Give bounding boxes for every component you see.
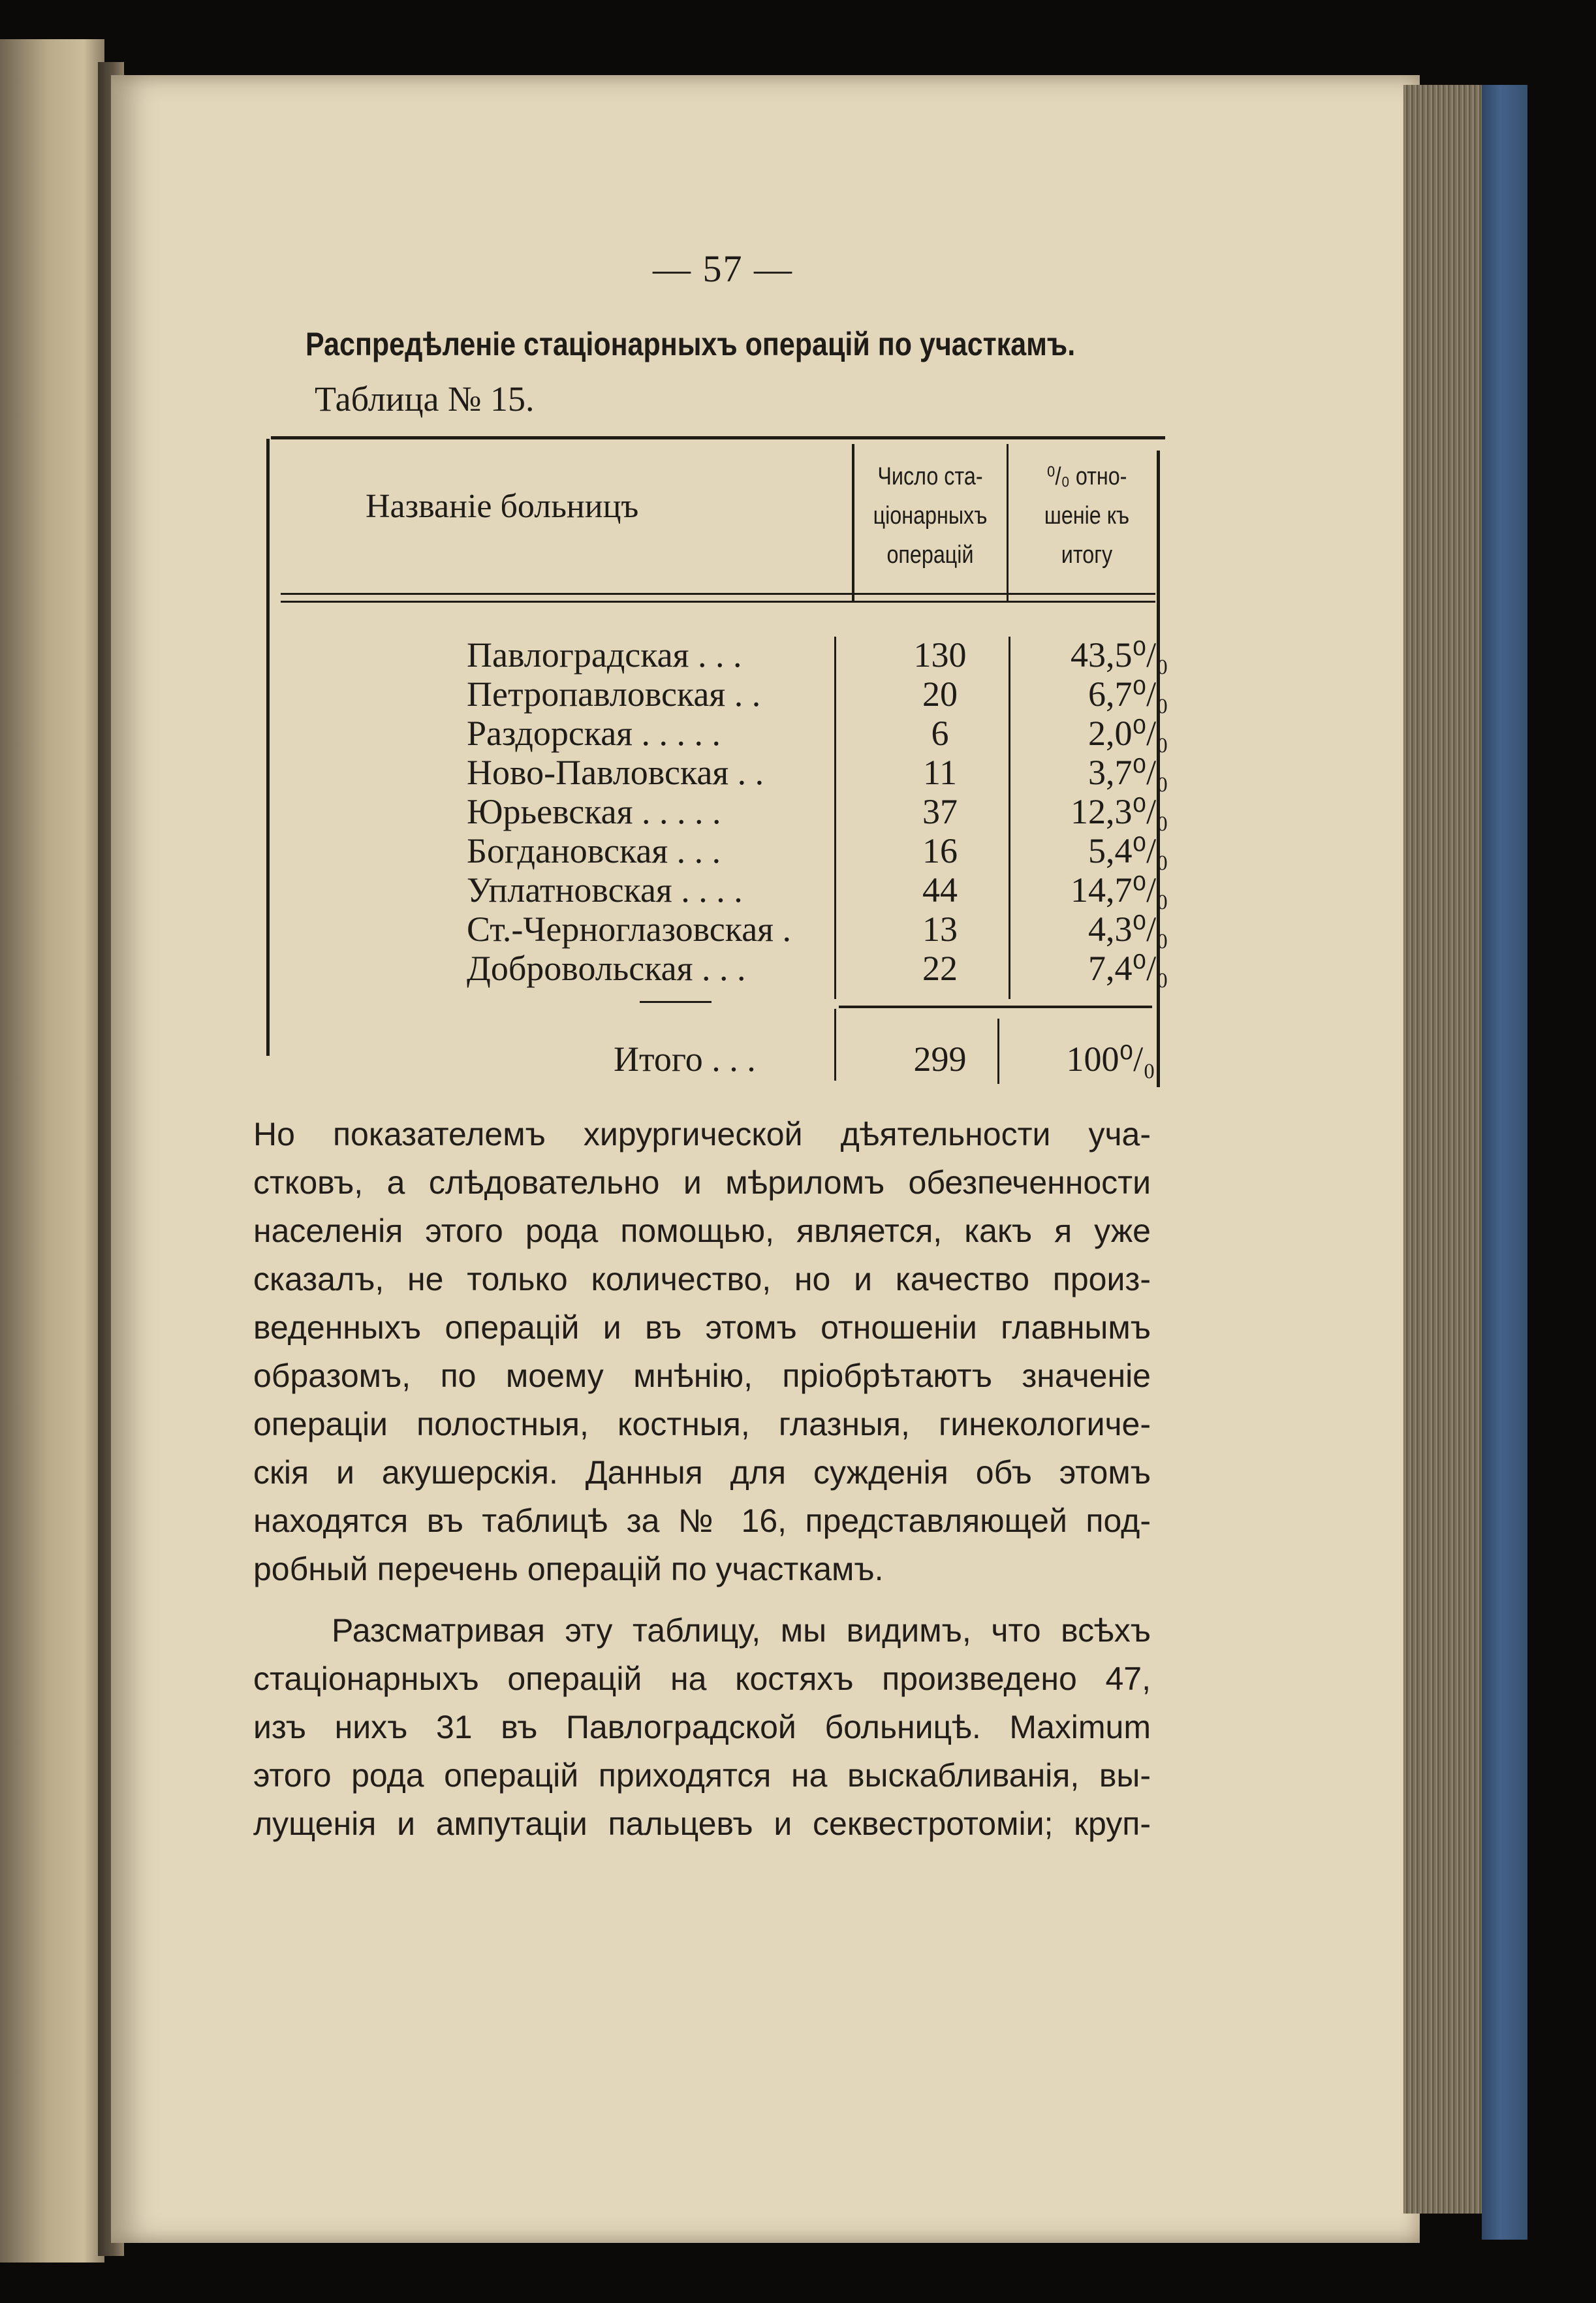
table-col-rule-1b [834, 637, 836, 999]
header-operation-count: Число ста- ціонарныхъ операцій [873, 463, 988, 569]
row-share: 4,3⁰/₀ [1088, 910, 1168, 949]
row-share: 43,5⁰/₀ [1071, 635, 1168, 675]
row-share: 5,4⁰/₀ [1088, 831, 1168, 870]
row-share: 3,7⁰/₀ [1088, 753, 1168, 792]
text-line: операціи полостныя, костныя, глазныя, гинекологиче- [253, 1406, 1151, 1442]
text-line: Но показателемъ хирургической дѣятельности уча- [253, 1116, 1151, 1152]
row-share: 6,7⁰/₀ [1088, 675, 1168, 714]
row-hospital: Павлоградская . . . [467, 635, 742, 675]
row-count: 22 [922, 949, 958, 988]
text-line: лущенія и ампутаціи пальцевъ и секвестротоміи; круп- [253, 1805, 1151, 1842]
body-text [253, 1110, 1151, 1848]
table-col-rule-2b [1009, 637, 1010, 999]
text-line: стаціонарныхъ операцій на костяхъ произведено 47, [253, 1660, 1151, 1697]
row-share: 12,3⁰/₀ [1071, 792, 1168, 831]
row-count: 6 [931, 714, 949, 753]
row-count: 16 [922, 831, 958, 870]
table-sum-rule [839, 1006, 1152, 1008]
row-hospital: Добровольская . . . [467, 949, 746, 988]
row-hospital: Богдановская . . . [467, 831, 721, 870]
text-line: Разсматривая эту таблицу, мы видимъ, что всѣхъ [332, 1612, 1151, 1649]
row-count: 44 [922, 870, 958, 910]
text-line: сказалъ, не только количество, но и качество произ- [253, 1261, 1151, 1297]
header-hospital-name: Названіе больницъ [366, 488, 639, 525]
table-top-rule [271, 436, 1165, 439]
paragraph-1 [253, 1110, 1151, 1593]
table-header-rule-2 [281, 601, 1155, 603]
paragraph-gap [253, 1593, 1151, 1606]
row-share: 14,7⁰/₀ [1071, 870, 1168, 910]
row-hospital: Юрьевская . . . . . [467, 792, 721, 831]
table-total-col-rule-1 [834, 1009, 836, 1081]
table-left-rule [266, 439, 270, 1056]
text-line: скія и акушерскія. Данныя для сужденія объ этомъ [253, 1454, 1151, 1491]
text-line: робный перечень операцій по участкамъ. [253, 1551, 884, 1587]
text-line: образомъ, по моему мнѣнію, пріобрѣтаютъ значеніе [253, 1358, 1151, 1394]
row-hospital: Уплатновская . . . . [467, 870, 743, 910]
row-hospital: Ново-Павловская . . [467, 753, 764, 792]
row-count: 37 [922, 792, 958, 831]
header-percent-share: ⁰/₀ отно- шеніе къ итогу [1044, 463, 1130, 569]
text-line: изъ нихъ 31 въ Павлоградской больницѣ. Maximum [253, 1709, 1151, 1745]
row-count: 11 [923, 753, 957, 792]
row-hospital: Петропавловская . . [467, 675, 761, 714]
text-line: этого рода операцій приходятся на выскабливанія, вы- [253, 1757, 1151, 1794]
row-count: 13 [922, 910, 958, 949]
row-count: 20 [922, 675, 958, 714]
text-line: веденныхъ операцій и въ этомъ отношеніи главнымъ [253, 1309, 1151, 1346]
table-title: Распредѣленіе стаціонарныхъ операцій по участкамъ. [305, 326, 1076, 362]
row-share: 2,0⁰/₀ [1088, 714, 1168, 753]
row-share: 7,4⁰/₀ [1088, 949, 1168, 988]
table-header-rule-1 [281, 593, 1155, 595]
page-number: — 57 — [653, 247, 793, 290]
table-total-col-rule-2 [997, 1019, 999, 1084]
table-col-rule-1 [852, 444, 854, 601]
row-hospital: Ст.-Черноглазовская . [467, 910, 791, 949]
row-hospital: Раздорская . . . . . [467, 714, 721, 753]
total-label: Итого . . . [614, 1040, 756, 1079]
table-short-rule [640, 1001, 712, 1003]
text-line: находятся въ таблицѣ за № 16, представляющей под- [253, 1502, 1151, 1539]
text-line: населенія этого рода помощью, является, какъ я уже [253, 1213, 1151, 1249]
text-line: стковъ, а слѣдовательно и мѣриломъ обезпеченности [253, 1164, 1151, 1201]
total-share: 100⁰/₀ [1066, 1040, 1155, 1079]
row-count: 130 [913, 635, 967, 675]
table-number: Таблица № 15. [315, 379, 535, 419]
table-col-rule-2 [1007, 444, 1009, 601]
paragraph-2 [253, 1606, 1151, 1848]
total-count: 299 [913, 1040, 967, 1079]
